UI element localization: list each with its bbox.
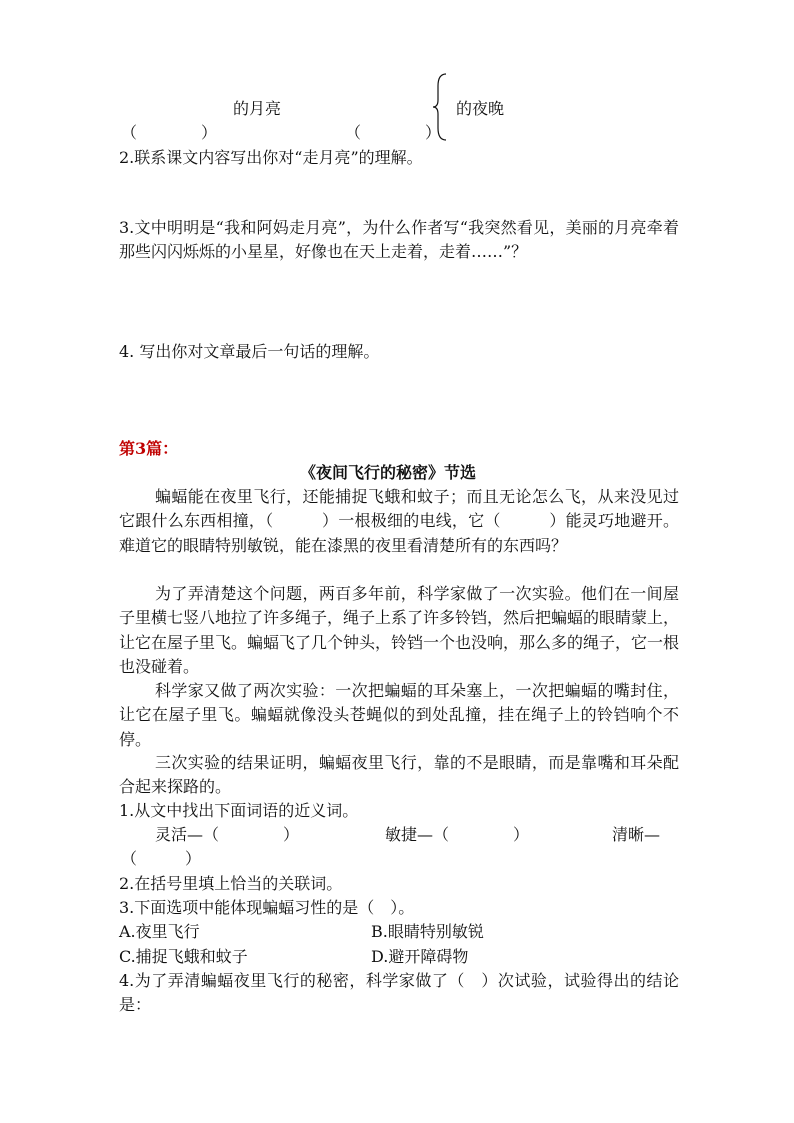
question-2: 2.在括号里填上恰当的关联词。 [119,874,343,893]
passage-paragraph-1: 蝙蝠能在夜里飞行，还能捕捉飞蛾和蚊子；而且无论怎么飞，从来没见过它跟什么东西相撞，（ ）一根极细的电线，它（ ）能灵巧地避开。难道它的眼睛特别敏锐，能在漆黑的夜里看清楚所有的东西吗？ [119,487,679,555]
option-a: A.夜里飞行 [119,922,200,941]
question-3: 3.下面选项中能体现蝙蝠习性的是（ ）。 [119,898,415,917]
curly-brace-icon [432,72,452,142]
synonym-3-blank: （ ） [121,849,202,868]
passage-paragraph-3: 科学家又做了两次实验：一次把蝙蝠的耳朵塞上，一次把蝙蝠的嘴封住，让它在屋子里飞。蝙蝠就像没头苍蝇似的到处乱撞，挂在绳子上的铃铛响个不停。 [119,681,679,749]
question-4: 4.为了弄清蝙蝠夜里飞行的秘密，科学家做了（ ）次试验，试验得出的结论是： [119,971,679,1015]
question-2-top: 2.联系课文内容写出你对“走月亮”的理解。 [119,148,423,167]
question-3-top: 3.文中明明是“我和阿妈走月亮”，为什么作者写“我突然看见，美丽的月亮牵着那些闪闪烁烁的小星星，好像也在天上走着，走着……”？ [119,218,679,262]
passage-paragraph-4: 三次实验的结果证明，蝙蝠夜里飞行，靠的不是眼睛，而是靠嘴和耳朵配合起来探路的。 [119,753,679,797]
synonym-3: 清晰— [612,825,661,844]
phrase-night: 的夜晚 [456,99,505,118]
synonym-2: 敏捷—（ ） [385,825,530,844]
blank-1: （ ） [121,123,218,142]
synonym-1: 灵活—（ ） [155,825,300,844]
section-heading: 第3篇： [119,439,179,458]
passage-title: 《夜间飞行的秘密》节选 [300,463,477,482]
option-c: C.捕捉飞蛾和蚊子 [119,947,248,966]
question-1: 1.从文中找出下面词语的近义词。 [119,801,359,820]
option-d: D.避开障碍物 [371,947,469,966]
passage-paragraph-2: 为了弄清楚这个问题，两百多年前，科学家做了一次实验。他们在一间屋子里横七竖八地拉了许多绳子，绳子上系了许多铃铛，然后把蝙蝠的眼睛蒙上，让它在屋子里飞。蝙蝠飞了几个钟头，铃铛一个也没响，那么多的绳子，它一根也没碰着。 [119,584,680,676]
option-b: B.眼睛特别敏锐 [371,922,484,941]
blank-2: （ ） [345,123,442,142]
question-4-top: 4. 写出你对文章最后一句话的理解。 [119,342,380,361]
phrase-moon: 的月亮 [233,99,282,118]
